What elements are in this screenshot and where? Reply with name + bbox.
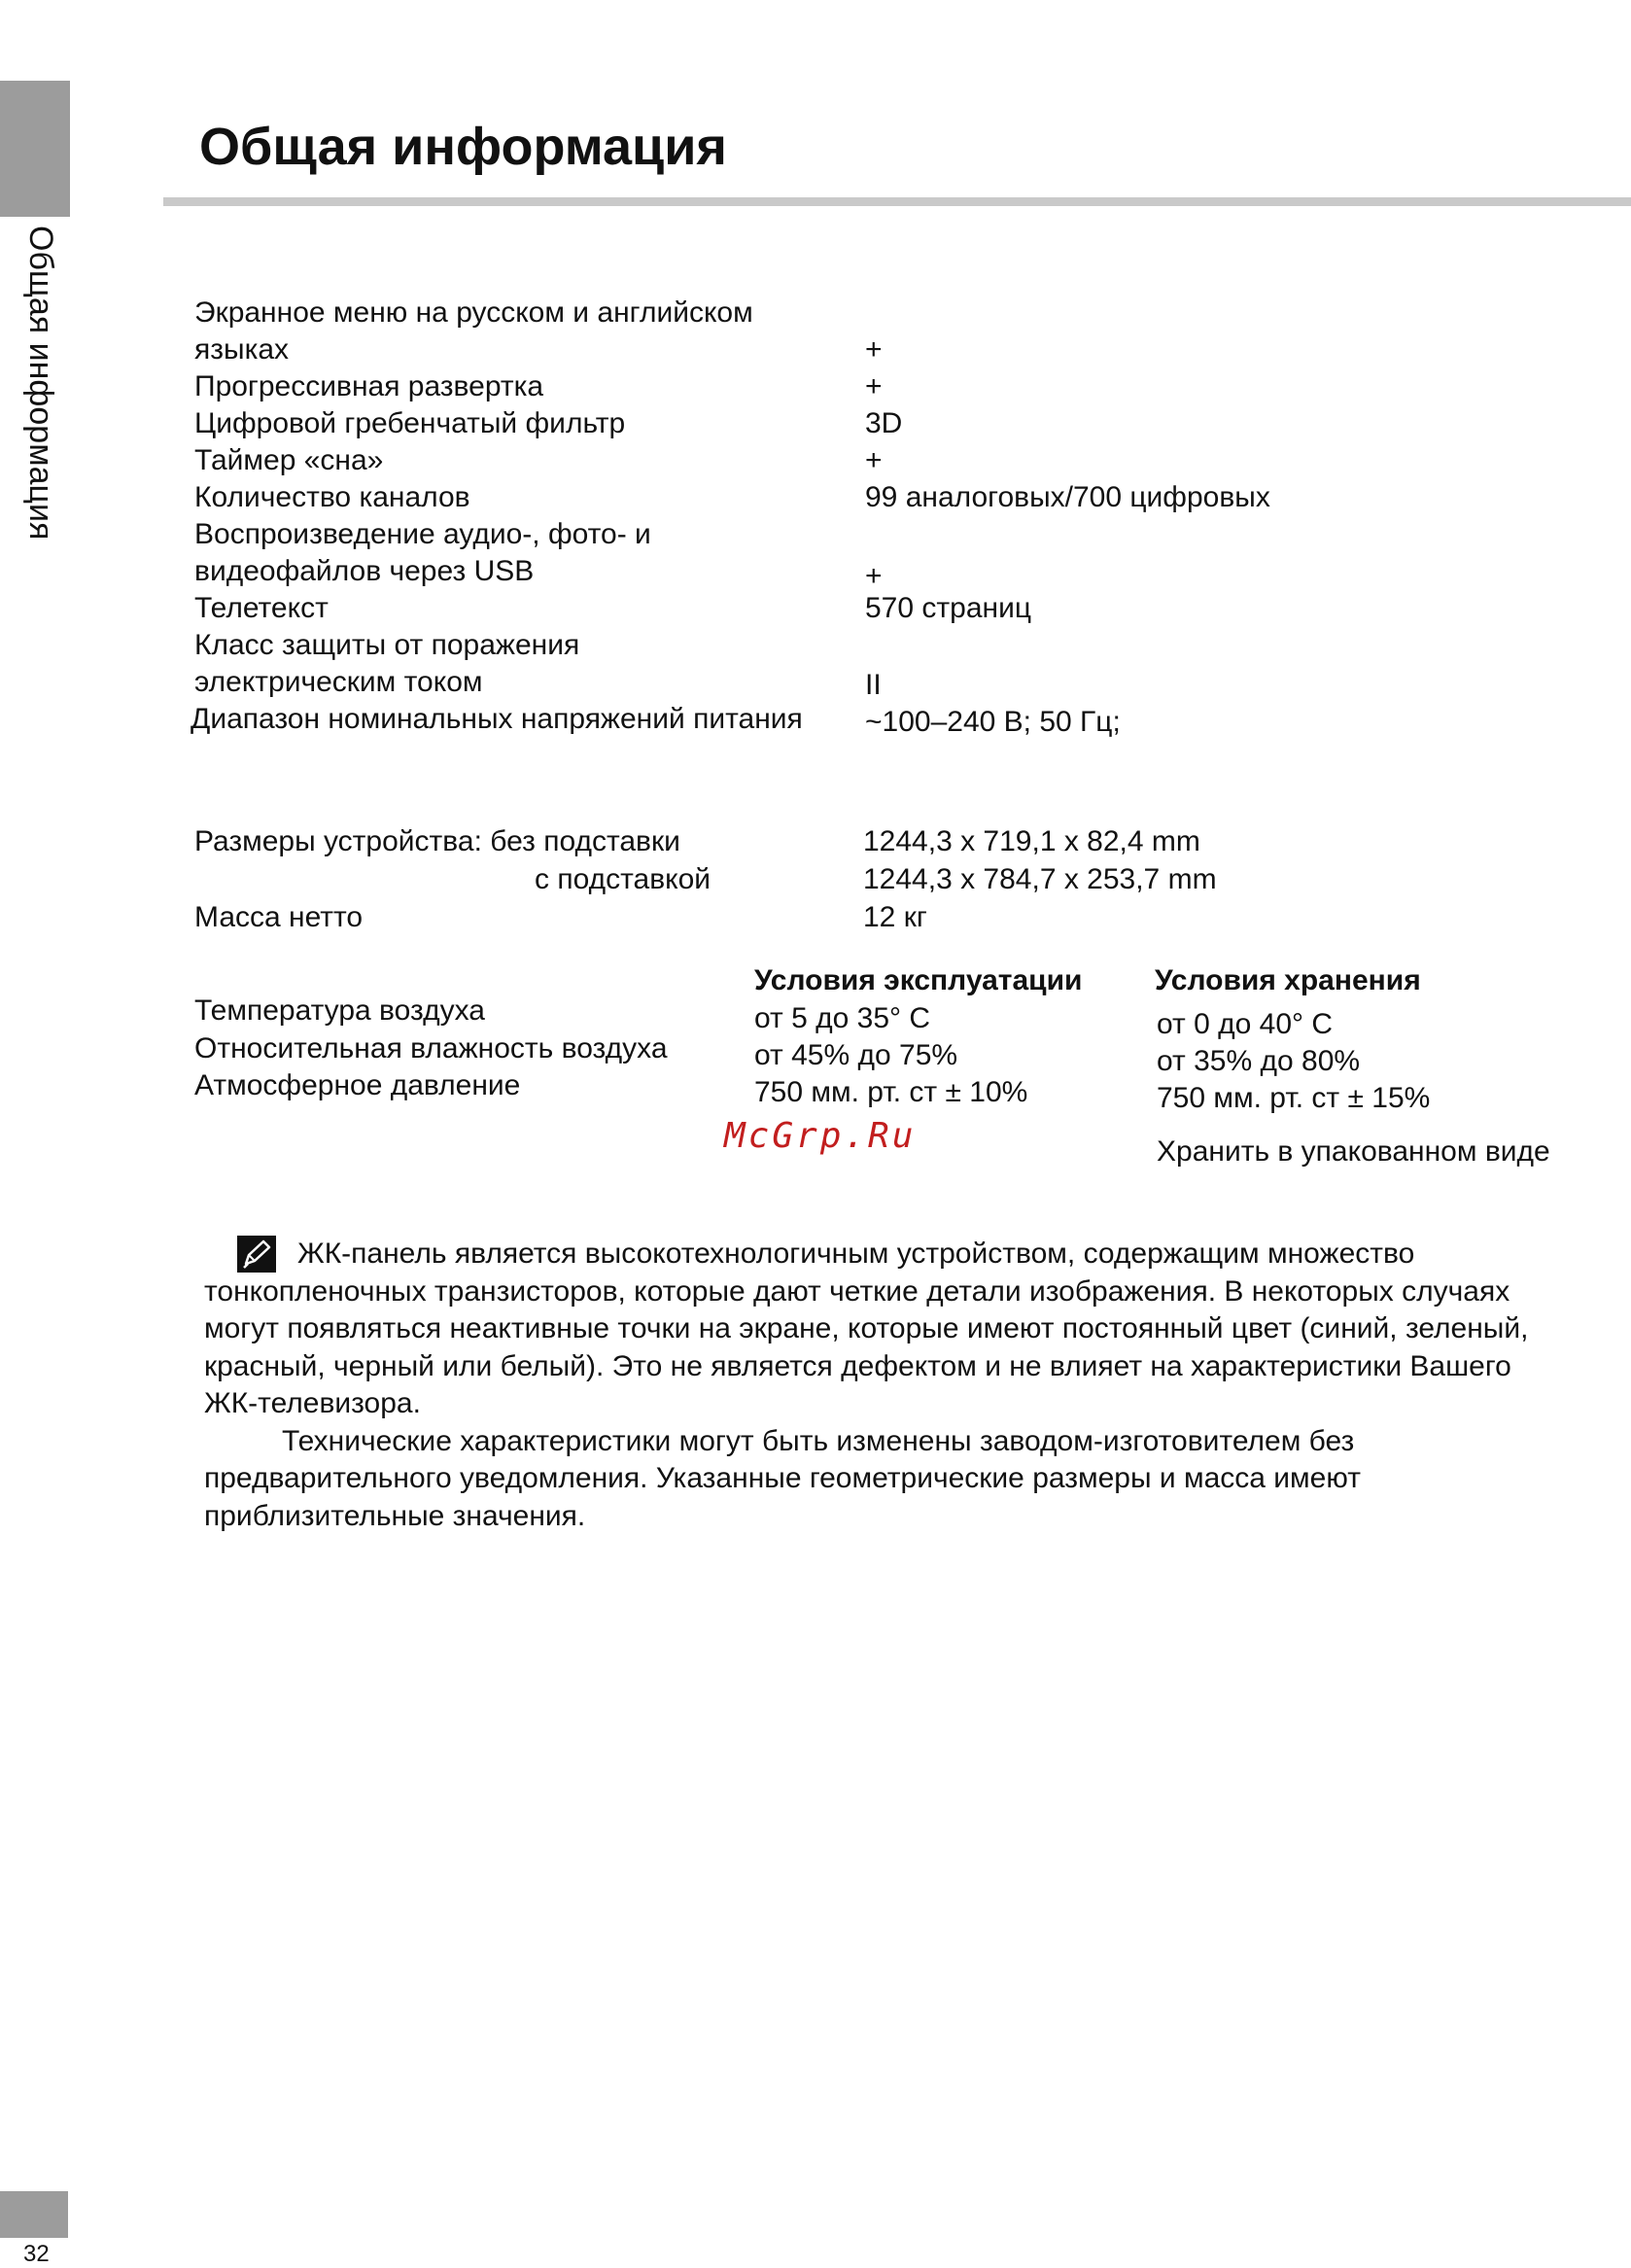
dimensions-sub-label: с подставкой [535,863,711,895]
spec-value: + [865,370,883,402]
spec-value: ~100–240 В; 50 Гц; [865,706,1121,738]
weight-value: 12 кг [863,901,927,933]
note-paragraph: Технические характеристики могут быть изменены заводом-изготовителем без предварительного уведомления. Указанные геометрические размеры и масса имеют приблизительные значения. [204,1424,1361,1532]
notes-block [204,1236,1565,1535]
operating-value: от 45% до 75% [754,1039,958,1071]
spec-value: 99 аналоговых/700 цифровых [865,481,1270,513]
spec-label: Телетекст [194,592,329,624]
spec-label: электрическим током [194,666,483,698]
spec-label: Таймер «сна» [194,444,384,476]
spec-value: 570 страниц [865,592,1032,624]
storage-value: 750 мм. рт. ст ± 15% [1157,1082,1431,1114]
page-number-tab [0,2191,68,2238]
dimensions-label: Размеры устройства: без подставки [194,825,680,857]
spec-value: + [865,333,883,366]
condition-label: Атмосферное давление [194,1069,521,1101]
side-section-label: Общая информация [22,226,59,541]
storage-value: от 0 до 40° С [1157,1008,1334,1040]
note-paragraph: ЖК-панель является высокотехнологичным устройством, содержащим множество тонкопленочных транзисторов, которые дают четкие детали изображения. В некоторых случаях могут появляться неактивные точки на экране, которые имеют постоянный цвет (синий, зеленый, красный, черный или белый). Это не является дефектом и не влияет на характеристики Вашего ЖК-телевизора. [204,1238,1529,1419]
spec-label: видеофайлов через USB [194,555,535,587]
spec-label: Класс защиты от поражения [194,629,580,661]
watermark: McGrp.Ru [724,1116,917,1156]
page-number: 32 [23,2241,50,2267]
weight-label: Масса нетто [194,901,364,933]
spec-label: Диапазон номинальных напряжений питания [191,703,803,735]
side-tab-marker [0,81,70,217]
operating-value: от 5 до 35° С [754,1002,931,1034]
spec-label: языках [194,333,290,366]
storage-note: Хранить в упакованном виде [1157,1135,1550,1168]
operating-value: 750 мм. рт. ст ± 10% [754,1076,1028,1108]
spec-value: + [865,444,883,476]
condition-label: Температура воздуха [194,994,485,1027]
spec-value: II [865,669,882,701]
spec-label: Воспроизведение аудио-, фото- и [194,518,651,550]
spec-label: Экранное меню на русском и английском [194,297,753,329]
dimensions-without-stand: 1244,3 x 719,1 x 82,4 mm [863,825,1200,857]
condition-label: Относительная влажность воздуха [194,1032,668,1064]
spec-label: Количество каналов [194,481,470,513]
spec-label: Цифровой гребенчатый фильтр [194,407,626,439]
spec-value: 3D [865,407,903,439]
dimensions-with-stand: 1244,3 x 784,7 x 253,7 mm [863,863,1217,895]
operating-header: Условия эксплуатации [754,964,1083,996]
title-divider [163,197,1631,206]
storage-value: от 35% до 80% [1157,1045,1361,1077]
storage-header: Условия хранения [1155,964,1421,996]
spec-value: + [865,560,883,592]
page-title: Общая информация [199,118,727,176]
spec-label: Прогрессивная развертка [194,370,544,402]
